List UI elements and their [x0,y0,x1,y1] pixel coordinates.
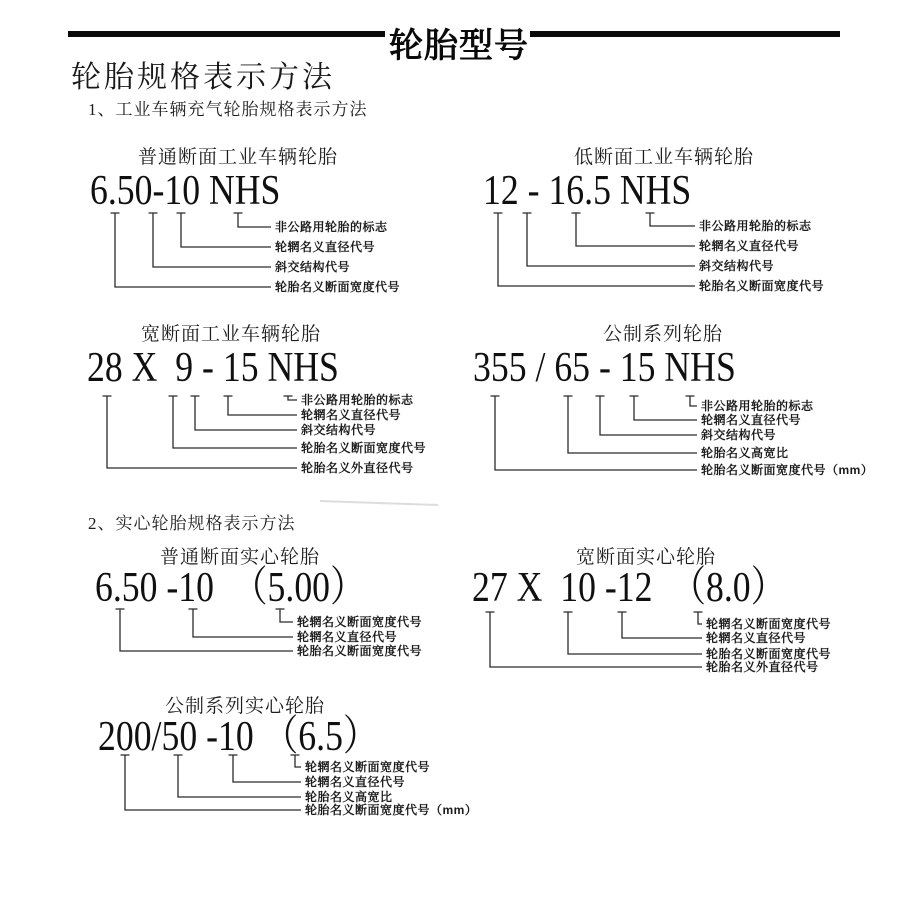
callout-label: 轮辋名义断面宽度代号 [305,760,431,774]
callout-label: 斜交结构代号 [699,259,775,273]
callout-label: 轮辋名义直径代号 [701,413,802,427]
callout-label: 轮胎名义外直径代号 [706,660,819,674]
callout-label: 轮胎名义断面宽度代号（mm） [701,463,874,477]
callout-lines [494,213,696,286]
callout-label: 斜交结构代号 [275,260,351,274]
callout-label: 轮辋名义直径代号 [301,408,402,422]
callout-lines [111,213,272,287]
callout-label: 轮辋名义直径代号 [305,775,406,789]
callout-label: 轮辋名义断面宽度代号 [297,615,423,629]
callout-lines [116,609,294,651]
callout-label: 轮胎名义高宽比 [305,790,393,804]
callout-label: 轮胎名义断面宽度代号（mm） [305,803,478,817]
tire-spec-text: 355 / 65 - 15 NHS [473,345,736,391]
callout-lines [103,396,298,468]
diagram-title: 普通断面工业车辆轮胎 [137,147,339,168]
scan-artifact-smudge [320,501,438,505]
callout-label: 非公路用轮胎的标志 [301,393,414,407]
callout-label: 轮辋名义直径代号 [706,631,807,645]
tire-spec-text: 6.50 -10 （5.00） [95,565,366,611]
callout-label: 轮辋名义断面宽度代号 [706,617,832,631]
section-1-heading: 1、工业车辆充气轮胎规格表示方法 [88,100,368,119]
diagram-title: 公制系列实心轮胎 [164,696,326,717]
callout-lines [121,755,302,810]
tire-spec-text: 12 - 16.5 NHS [483,168,692,214]
callout-label: 轮辋名义直径代号 [699,239,800,253]
callout-label: 轮胎名义断面宽度代号 [297,644,423,658]
callout-label: 轮辋名义直径代号 [297,630,398,644]
callout-label: 斜交结构代号 [301,423,377,437]
callout-lines [486,612,703,667]
diagram-title: 公制系列轮胎 [602,324,724,345]
diagram-title: 普通断面实心轮胎 [159,547,321,568]
section-2-heading: 2、实心轮胎规格表示方法 [88,514,296,533]
callout-label: 轮胎名义断面宽度代号 [699,279,825,293]
callout-label: 轮胎名义断面宽度代号 [706,647,832,661]
callout-label: 非公路用轮胎的标志 [275,220,388,234]
page-heading: 轮胎规格表示方法 [71,61,335,94]
callout-label: 轮胎名义高宽比 [701,446,789,460]
callout-label: 轮胎名义外直径代号 [301,461,414,475]
diagram-title: 宽断面工业车辆轮胎 [140,324,322,345]
callout-label: 轮辋名义直径代号 [275,240,376,254]
callout-lines [491,396,698,470]
callout-label: 轮胎名义断面宽度代号 [301,441,427,455]
callout-label: 斜交结构代号 [701,428,777,442]
page-banner-title: 轮胎型号 [389,28,529,65]
tire-spec-text: 27 X 10 -12 （8.0） [472,565,787,611]
callout-label: 非公路用轮胎的标志 [699,219,812,233]
callout-label: 非公路用轮胎的标志 [701,399,814,413]
diagram-title: 宽断面实心轮胎 [575,547,717,568]
callout-label: 轮胎名义断面宽度代号 [275,280,401,294]
tire-spec-text: 28 X 9 - 15 NHS [87,345,339,391]
tire-spec-text: 6.50-10 NHS [90,168,281,214]
diagram-title: 低断面工业车辆轮胎 [573,147,755,168]
tire-spec-text: 200/50 -10 （6.5） [98,714,379,760]
